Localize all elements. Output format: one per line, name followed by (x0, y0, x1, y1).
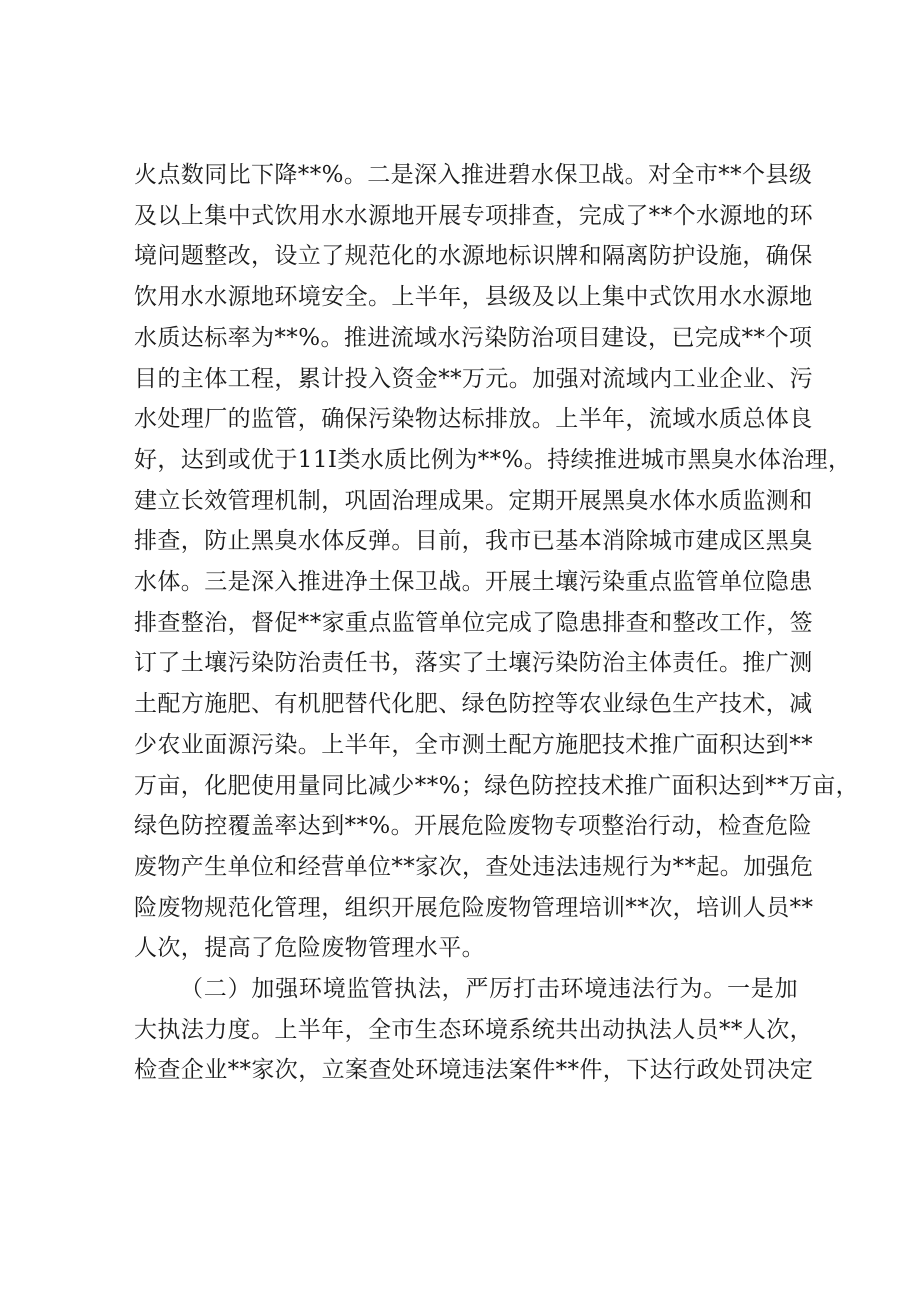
text-line: 废物产生单位和经营单位**家次，查处违法违规行为**起。加强危 (134, 853, 814, 880)
text-line: 火点数同比下降**%。二是深入推进碧水保卫战。对全市**个县级 (134, 162, 813, 188)
text-line: （二）加强环境监管执法，严厉打击环境违法行为。一是加 (180, 976, 798, 1003)
text-line: 排查整治，督促**家重点监管单位完成了隐患排查和整改工作，签 (134, 609, 813, 636)
text-line: 境问题整改，设立了规范化的水源地标识牌和隔离防护设施，确保 (134, 243, 813, 270)
document-body (134, 155, 860, 1091)
text-line: 检查企业**家次，立案查处环境违法案件**件，下达行政处罚决定 (134, 1057, 814, 1084)
text-line: 建立长效管理机制，巩固治理成果。定期开展黑臭水体水质监测和 (134, 487, 813, 514)
text-line: 排查，防止黑臭水体反弹。目前，我市已基本消除城市建成区黑臭 (134, 528, 813, 555)
text-line: 绿色防控覆盖率达到**%。开展危险废物专项整治行动，检查危险 (134, 813, 812, 840)
text-line: 万亩，化肥使用量同比减少**%；绿色防控技术推广面积达到**万亩， (134, 772, 860, 799)
text-line: 及以上集中式饮用水水源地开展专项排查，完成了**个水源地的环 (134, 202, 813, 229)
text-line: 水质达标率为**%。推进流域水污染防治项目建设，已完成**个项 (134, 324, 813, 351)
text-line: 大执法力度。上半年，全市生态环境系统共出动执法人员**人次， (134, 1016, 813, 1043)
text-line: 少农业面源污染。上半年，全市测土配方施肥技术推广面积达到** (134, 731, 813, 758)
paragraph-1 (134, 155, 860, 969)
text-line: 水处理厂的监管，确保污染物达标排放。上半年，流域水质总体良 (134, 406, 813, 433)
text-line: 饮用水水源地环境安全。上半年，县级及以上集中式饮用水水源地 (134, 284, 813, 311)
text-line: 水体。三是深入推进净土保卫战。开展土壤污染重点监管单位隐患 (134, 569, 813, 596)
text-line: 土配方施肥、有机肥替代化肥、绿色防控等农业绿色生产技术，减 (134, 691, 813, 718)
text-line: 订了土壤污染防治责任书，落实了土壤污染防治主体责任。推广测 (134, 650, 813, 677)
text-line: 险废物规范化管理，组织开展危险废物管理培训**次，培训人员** (134, 894, 814, 921)
text-line: 人次，提高了危险废物管理水平。 (134, 935, 485, 962)
paragraph-2 (134, 969, 814, 1091)
text-line: 目的主体工程，累计投入资金**万元。加强对流域内工业企业、污 (134, 365, 813, 392)
text-line: 好，达到或优于11I类水质比例为**%。持续推进城市黑臭水体治理， (134, 446, 852, 473)
